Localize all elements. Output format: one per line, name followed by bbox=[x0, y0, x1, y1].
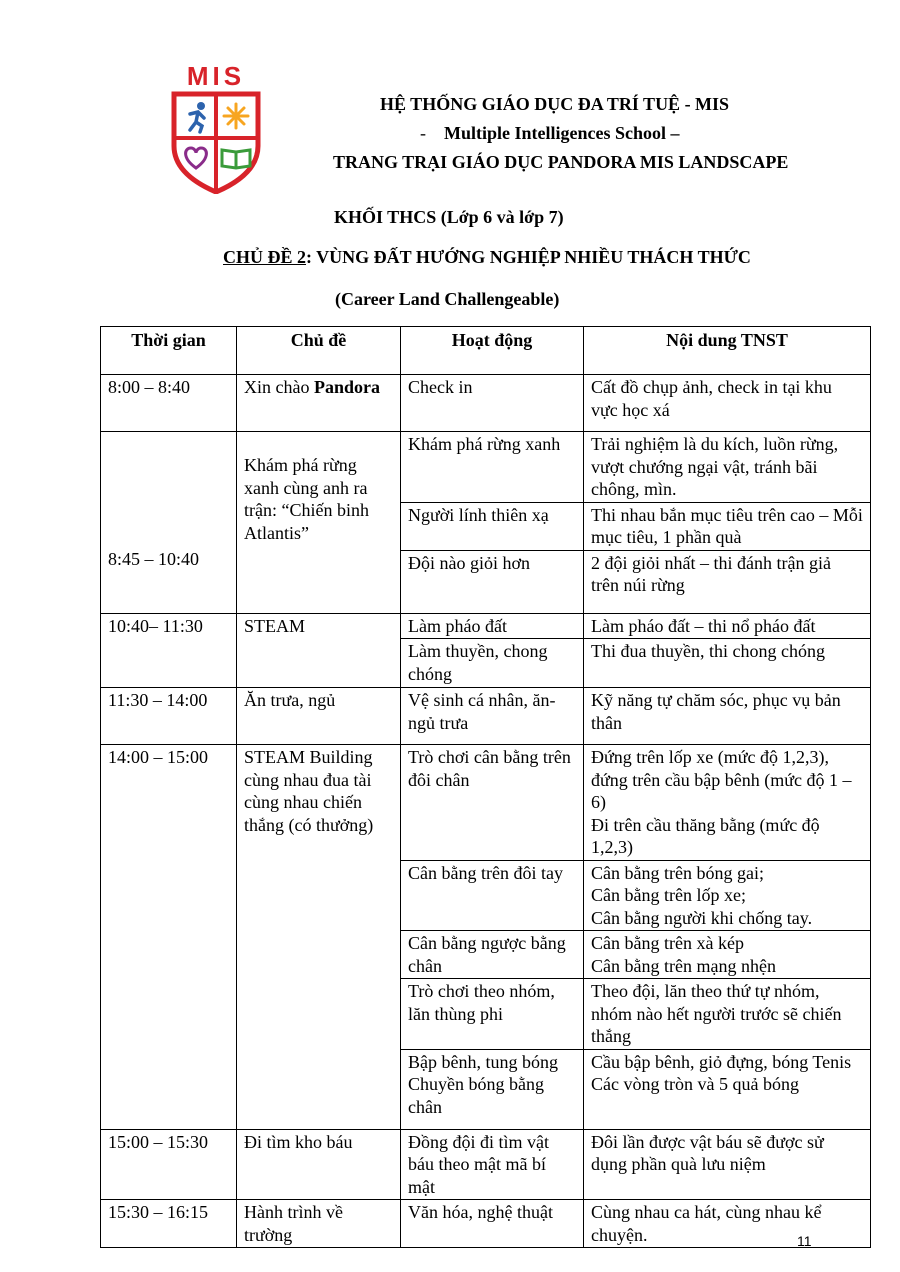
school-system-title: HỆ THỐNG GIÁO DỤC ĐA TRÍ TUỆ - MIS bbox=[380, 94, 730, 114]
header-time: Thời gian bbox=[101, 327, 237, 375]
activity-cell: Cân bằng trên đôi tay bbox=[401, 860, 584, 931]
time-cell: 10:40– 11:30 bbox=[101, 613, 237, 688]
content-cell bbox=[584, 1049, 871, 1129]
content-cell: Kỹ năng tự chăm sóc, phục vụ bản thân bbox=[584, 688, 871, 745]
header-activity: Hoạt động bbox=[401, 327, 584, 375]
activity-cell bbox=[401, 1049, 584, 1129]
activity-cell: Cân bằng ngược bằng chân bbox=[401, 931, 584, 979]
table-row bbox=[101, 745, 871, 861]
logo-shield-icon bbox=[170, 90, 262, 194]
activity-cell: Văn hóa, nghệ thuật bbox=[401, 1200, 584, 1248]
content-cell: 2 đội giỏi nhất – thi đánh trận giả trên núi rừng bbox=[584, 550, 871, 613]
topic-cell: STEAM Building cùng nhau đua tài cùng nhau chiến thắng (có thưởng) bbox=[237, 745, 401, 1130]
time-cell: 8:00 – 8:40 bbox=[101, 375, 237, 432]
topic-subtitle: (Career Land Challengeable) bbox=[335, 289, 560, 309]
time-cell: 15:30 – 16:15 bbox=[101, 1200, 237, 1248]
activity-cell: Làm pháo đất bbox=[401, 613, 584, 639]
topic-cell bbox=[237, 375, 401, 432]
content-line: Cân bằng trên lốp xe; bbox=[591, 885, 746, 905]
school-english-name: Multiple Intelligences School – bbox=[444, 123, 680, 143]
content-line: Các vòng tròn và 5 quả bóng bbox=[591, 1074, 799, 1094]
mis-logo bbox=[170, 62, 262, 194]
table-header-row bbox=[101, 327, 871, 375]
content-cell: Cùng nhau ca hát, cùng nhau kể chuyện. bbox=[584, 1200, 871, 1248]
time-cell: 14:00 – 15:00 bbox=[101, 745, 237, 1130]
activity-cell: Đồng đội đi tìm vật báu theo mật mã bí mật bbox=[401, 1129, 584, 1200]
table-row bbox=[101, 432, 871, 503]
table-row bbox=[101, 688, 871, 745]
logo-text: MIS bbox=[186, 61, 246, 91]
content-line: Cân bằng người khi chống tay. bbox=[591, 907, 813, 928]
topic-name: : VÙNG ĐẤT HƯỚNG NGHIỆP NHIỀU THÁCH THỨC bbox=[306, 247, 751, 267]
content-line: Cầu bập bênh, giỏ đựng, bóng Tenis bbox=[591, 1051, 852, 1072]
activity-line: Chuyền bóng bằng chân bbox=[408, 1074, 544, 1117]
activity-cell: Vệ sinh cá nhân, ăn-ngủ trưa bbox=[401, 688, 584, 745]
activity-cell: Làm thuyền, chong chóng bbox=[401, 639, 584, 688]
content-cell bbox=[584, 860, 871, 931]
content-line: Đi trên cầu thăng bằng (mức độ 1,2,3) bbox=[591, 814, 820, 857]
content-cell bbox=[584, 745, 871, 861]
content-line: Đứng trên lốp xe (mức độ 1,2,3), đứng trên cầu bập bênh (mức độ 1 – 6) bbox=[591, 747, 852, 812]
content-line: Cân bằng trên xà kép bbox=[591, 933, 744, 953]
time-cell: 11:30 – 14:00 bbox=[101, 688, 237, 745]
content-cell: Theo đội, lăn theo thứ tự nhóm, nhóm nào hết người trước sẽ chiến thắng bbox=[584, 979, 871, 1050]
content-cell bbox=[584, 931, 871, 979]
time-cell: 8:45 – 10:40 bbox=[101, 432, 237, 614]
table-row bbox=[101, 375, 871, 432]
topic-cell: STEAM bbox=[237, 613, 401, 688]
content-cell: Cất đồ chụp ảnh, check in tại khu vực học xá bbox=[584, 375, 871, 432]
content-line: Cân bằng trên mạng nhện bbox=[591, 955, 776, 976]
dash: - bbox=[420, 123, 426, 143]
topic-label: CHỦ ĐỀ 2 bbox=[223, 247, 307, 267]
school-name-line bbox=[420, 122, 680, 144]
schedule-table bbox=[100, 326, 871, 1248]
content-cell: Thi đua thuyền, thi chong chóng bbox=[584, 639, 871, 688]
topic-cell: Hành trình về trường bbox=[237, 1200, 401, 1248]
activity-cell: Trò chơi theo nhóm, lăn thùng phi bbox=[401, 979, 584, 1050]
header-content: Nội dung TNST bbox=[584, 327, 871, 375]
activity-cell: Đội nào giỏi hơn bbox=[401, 550, 584, 613]
table-row bbox=[101, 1200, 871, 1248]
content-line: Cân bằng trên bóng gai; bbox=[591, 862, 764, 883]
topic-title bbox=[223, 246, 751, 268]
topic-cell: Khám phá rừng xanh cùng anh ra trận: “Chiến binh Atlantis” bbox=[237, 432, 401, 614]
topic-text: Xin chào bbox=[244, 377, 314, 397]
content-cell: Thi nhau bắn mục tiêu trên cao – Mỗi mục tiêu, 1 phần quà bbox=[584, 502, 871, 550]
activity-line: Bập bênh, tung bóng bbox=[408, 1051, 558, 1072]
topic-bold-text: Pandora bbox=[313, 377, 380, 397]
topic-cell: Ăn trưa, ngủ bbox=[237, 688, 401, 745]
farm-title: TRANG TRẠI GIÁO DỤC PANDORA MIS LANDSCAPE bbox=[333, 152, 789, 172]
page-number: 11 bbox=[797, 1233, 812, 1249]
table-row bbox=[101, 1129, 871, 1200]
grade-title: KHỐI THCS (Lớp 6 và lớp 7) bbox=[334, 207, 564, 227]
topic-cell: Đi tìm kho báu bbox=[237, 1129, 401, 1200]
activity-cell: Trò chơi cân bằng trên đôi chân bbox=[401, 745, 584, 861]
content-cell: Làm pháo đất – thi nổ pháo đất bbox=[584, 613, 871, 639]
sun-icon bbox=[224, 104, 248, 128]
content-cell: Đôi lần được vật báu sẽ được sử dụng phần quà lưu niệm bbox=[584, 1129, 871, 1200]
time-cell: 15:00 – 15:30 bbox=[101, 1129, 237, 1200]
activity-cell: Người lính thiên xạ bbox=[401, 502, 584, 550]
header-topic: Chủ đề bbox=[237, 327, 401, 375]
content-cell: Trải nghiệm là du kích, luồn rừng, vượt chướng ngại vật, tránh bãi chông, mìn. bbox=[584, 432, 871, 503]
activity-cell: Check in bbox=[401, 375, 584, 432]
table-row bbox=[101, 613, 871, 639]
activity-cell: Khám phá rừng xanh bbox=[401, 432, 584, 503]
